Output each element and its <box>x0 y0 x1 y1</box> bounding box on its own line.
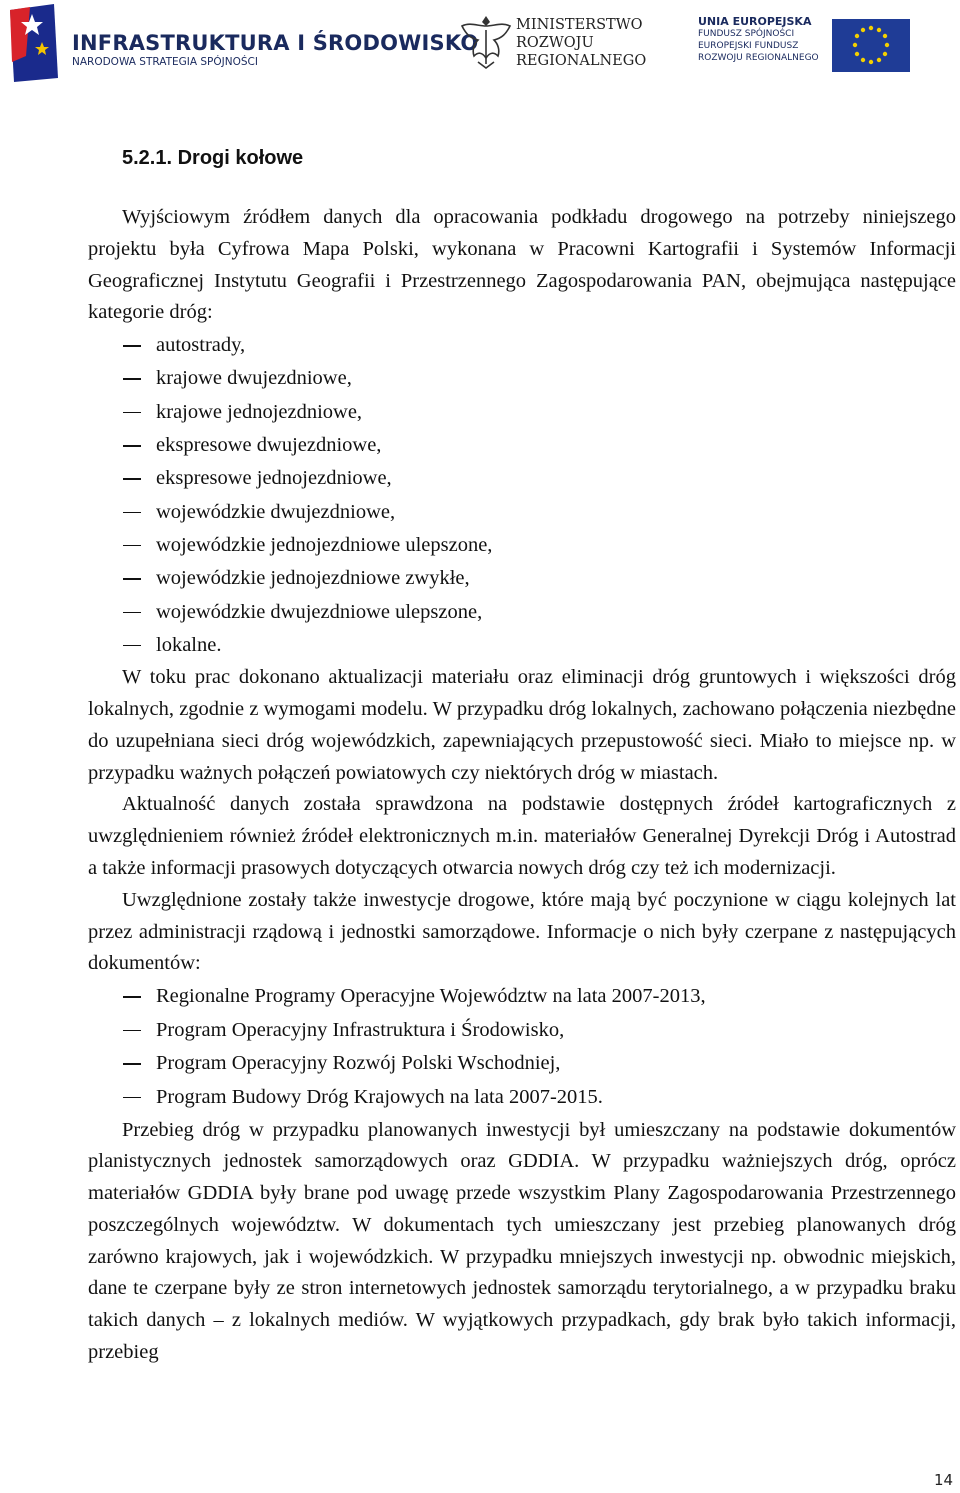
document-body <box>88 140 956 1369</box>
list-item: krajowe jednojezdniowe, <box>88 396 956 429</box>
list-item: Program Operacyjny Infrastruktura i Środowisko, <box>88 1014 956 1048</box>
route-paragraph: Przebieg dróg w przypadku planowanych inwestycji był umieszczany na podstawie dokumentów planistycznych jednostek samorządowych oraz GDDIA. W przypadku ważniejszych dróg, oprócz materiałów GDDIA były brane pod uwagę przede wszystkim Plany Zagospodarowania Przestrzennego poszczególnych województw. W dokumentach tych umieszczany jest przebieg planowanych dróg zarówno krajowych, jak i wojewódzkich. W przypadku mniejszych inwestycji np. obwodnic miejskich, dane te czerpane były ze stron internetowych jednostek samorządu terytorialnego, a w przypadku braku takich danych – z lokalnych mediów. W wyjątkowych przypadkach, gdy brak było takich informacji, przebieg <box>88 1118 956 1364</box>
road-categories-list <box>88 329 956 662</box>
list-item: wojewódzkie dwujezdniowe ulepszone, <box>88 596 956 629</box>
section-heading: 5.2.1. Drogi kołowe <box>122 147 304 169</box>
unia-europejska-logo <box>698 16 918 76</box>
logo-ue-line1: UNIA EUROPEJSKA <box>698 15 812 28</box>
logo-ue-line2: FUNDUSZ SPÓJNOŚCI <box>698 29 795 39</box>
logo-is-title: INFRASTRUKTURA I ŚRODOWISKO <box>72 31 479 55</box>
list-item: wojewódzkie dwujezdniowe, <box>88 496 956 529</box>
list-item: lokalne. <box>88 629 956 662</box>
list-item: autostrady, <box>88 329 956 362</box>
list-item: wojewódzkie jednojezdniowe zwykłe, <box>88 562 956 595</box>
source-documents-list <box>88 980 956 1114</box>
infrastruktura-srodowisko-logo <box>6 4 479 82</box>
logo-is-subtitle: NARODOWA STRATEGIA SPÓJNOŚCI <box>72 56 258 68</box>
logo-mrr-line2: ROZWOJU <box>516 35 594 51</box>
list-item: ekspresowe dwujezdniowe, <box>88 429 956 462</box>
currency-paragraph: Aktualność danych została sprawdzona na podstawie dostępnych źródeł kartograficznych z uwzględnieniem również źródeł elektronicznych m.in. materiałów Generalnej Dyrekcji Dróg i Autostrad a także informacji prasowych dotyczących otwarcia nowych dróg czy też ich modernizacji. <box>88 793 956 879</box>
eagle-emblem-icon <box>460 12 512 70</box>
nss-flag-icon <box>6 4 64 82</box>
list-item: ekspresowe jednojezdniowe, <box>88 462 956 495</box>
update-paragraph: W toku prac dokonano aktualizacji materiału oraz eliminacji dróg gruntowych i większości dróg lokalnych, zgodnie z wymogami modelu. W przypadku dróg lokalnych, zachowano połączenia niezbędne do uzupełniana sieci dróg wojewódzkich, zapewniających przepustowość sieci. Miało to miejsce np. w przypadku ważnych połączeń powiatowych czy niektórych dróg w miastach. <box>88 666 956 784</box>
logo-mrr-line3: REGIONALNEGO <box>516 53 647 69</box>
list-item: Program Operacyjny Rozwój Polski Wschodniej, <box>88 1047 956 1081</box>
page-header <box>0 0 960 92</box>
logo-ue-line4: ROZWOJU REGIONALNEGO <box>698 53 819 63</box>
logo-mrr-line1: MINISTERSTWO <box>516 17 643 33</box>
list-item: Program Budowy Dróg Krajowych na lata 2007-2015. <box>88 1081 956 1115</box>
ministerstwo-rozwoju-logo <box>460 12 660 74</box>
list-item: krajowe dwujezdniowe, <box>88 362 956 395</box>
page-number: 14 <box>934 1471 954 1489</box>
logo-ue-line3: EUROPEJSKI FUNDUSZ <box>698 41 799 51</box>
list-item: wojewódzkie jednojezdniowe ulepszone, <box>88 529 956 562</box>
intro-paragraph: Wyjściowym źródłem danych dla opracowania podkładu drogowego na potrzeby niniejszego projektu była Cyfrowa Mapa Polski, wykonana w Pracowni Kartografii i Systemów Informacji Geograficznej Instytutu Geografii i Przestrzennego Zagospodarowania PAN, obejmująca następujące kategorie dróg: <box>88 206 956 324</box>
list-item: Regionalne Programy Operacyjne Województw na lata 2007-2013, <box>88 980 956 1014</box>
eu-flag-icon <box>832 19 910 72</box>
investments-paragraph: Uwzględnione zostały także inwestycje drogowe, które mają być poczynione w ciągu kolejnych lat przez administracji rządową i jednostki samorządowe. Informacje o nich były czerpane z następujących dokumentów: <box>88 888 956 975</box>
